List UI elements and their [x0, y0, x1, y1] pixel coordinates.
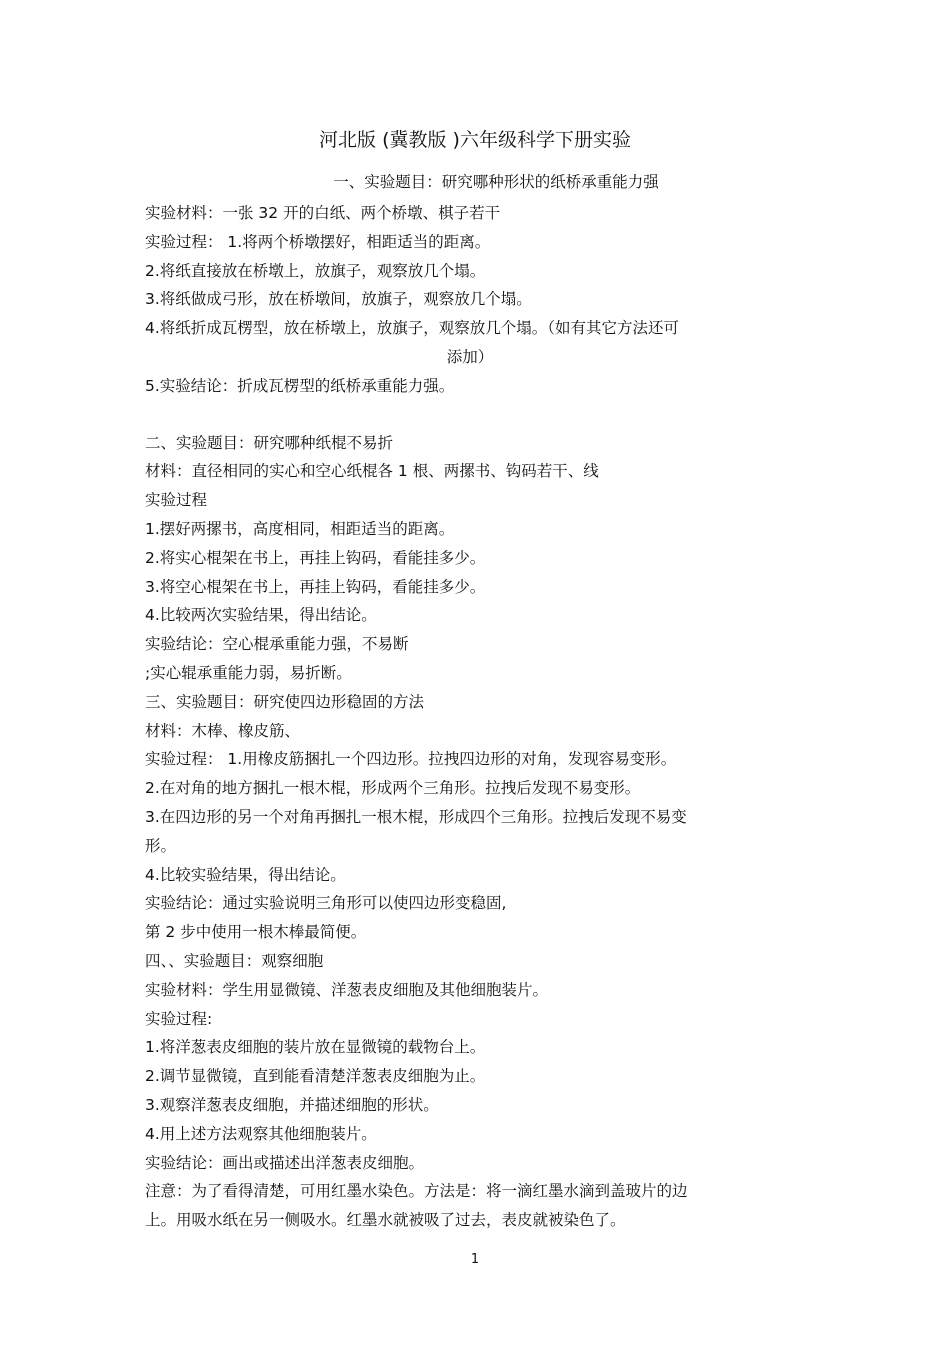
text-line: 2.将实心棍架在书上，再挂上钩码，看能挂多少。 [145, 548, 486, 567]
text-line: 实验过程 [145, 491, 208, 510]
text-line: 3.将空心棍架在书上，再挂上钩码，看能挂多少。 [145, 577, 486, 596]
text-line: 实验过程: [145, 1009, 213, 1028]
section-3-heading: 三、实验题目：研究使四边形稳固的方法 [145, 692, 425, 711]
document-title: 河北版 (冀教版 )六年级科学下册实验 [319, 129, 631, 151]
text-line: 形。 [145, 836, 177, 855]
text-line: 实验过程： 1.将两个桥墩摆好，相距适当的距离。 [145, 232, 491, 251]
text-line: 2.将纸直接放在桥墩上，放旗子，观察放几个塌。 [145, 261, 486, 280]
text-line: 实验结论：画出或描述出洋葱表皮细胞。 [145, 1153, 425, 1172]
text-line: 4.比较实验结果，得出结论。 [145, 865, 346, 884]
text-line: 3.将纸做成弓形，放在桥墩间，放旗子，观察放几个塌。 [145, 290, 532, 309]
text-line: 5.实验结论：折成瓦楞型的纸桥承重能力强。 [145, 376, 455, 395]
text-line: 材料：木棒、橡皮筋、 [145, 721, 301, 740]
text-line: 注意：为了看得清楚，可用红墨水染色。方法是：将一滴红墨水滴到盖玻片的边 [145, 1182, 688, 1201]
text-line: 3.观察洋葱表皮细胞，并描述细胞的形状。 [145, 1095, 439, 1114]
page-number: 1 [470, 1252, 480, 1267]
text-line: 4.用上述方法观察其他细胞装片。 [145, 1124, 377, 1143]
section-2-heading: 二、实验题目：研究哪种纸棍不易折 [145, 433, 394, 452]
text-line: 2.在对角的地方捆扎一根木棍，形成两个三角形。拉拽后发现不易变形。 [145, 779, 641, 798]
section-1-heading: 一、实验题目：研究哪种形状的纸桥承重能力强 [333, 173, 659, 191]
text-line: 2.调节显微镜，直到能看清楚洋葱表皮细胞为止。 [145, 1067, 486, 1086]
blank-line [145, 401, 775, 429]
text-line: ;实心辊承重能力弱，易折断。 [145, 663, 352, 682]
text-line: 上。用吸水纸在另一侧吸水。红墨水就被吸了过去，表皮就被染色了。 [145, 1211, 626, 1230]
text-line: 实验结论：空心棍承重能力强，不易断 [145, 635, 409, 654]
text-line: 1.将洋葱表皮细胞的装片放在显微镜的载物台上。 [145, 1038, 486, 1057]
text-line: 4.比较两次实验结果，得出结论。 [145, 606, 377, 625]
text-line: 材料：直径相同的实心和空心纸棍各 1 根、两摞书、钩码若干、线 [145, 462, 599, 481]
section-4-heading: 四、、实验题目：观察细胞 [145, 951, 324, 970]
text-line: 实验材料：一张 32 开的白纸、两个桥墩、棋子若干 [145, 204, 501, 222]
text-line: 实验材料：学生用显微镜、洋葱表皮细胞及其他细胞装片。 [145, 980, 549, 999]
text-line: 1.摆好两摞书，高度相同，相距适当的距离。 [145, 519, 455, 538]
text-line: 添加） [446, 347, 494, 366]
text-line: 第 2 步中使用一根木棒最简便。 [145, 923, 367, 942]
text-line: 4.将纸折成瓦楞型，放在桥墩上，放旗子，观察放几个塌。（如有其它方法还可 [145, 319, 680, 338]
text-line: 实验过程： 1.用橡皮筋捆扎一个四边形。拉拽四边形的对角，发现容易变形。 [145, 750, 677, 769]
text-line: 3.在四边形的另一个对角再捆扎一根木棍，形成四个三角形。拉拽后发现不易变 [145, 807, 687, 826]
text-line: 实验结论：通过实验说明三角形可以使四边形变稳固, [145, 894, 507, 913]
document-body [145, 199, 775, 1235]
